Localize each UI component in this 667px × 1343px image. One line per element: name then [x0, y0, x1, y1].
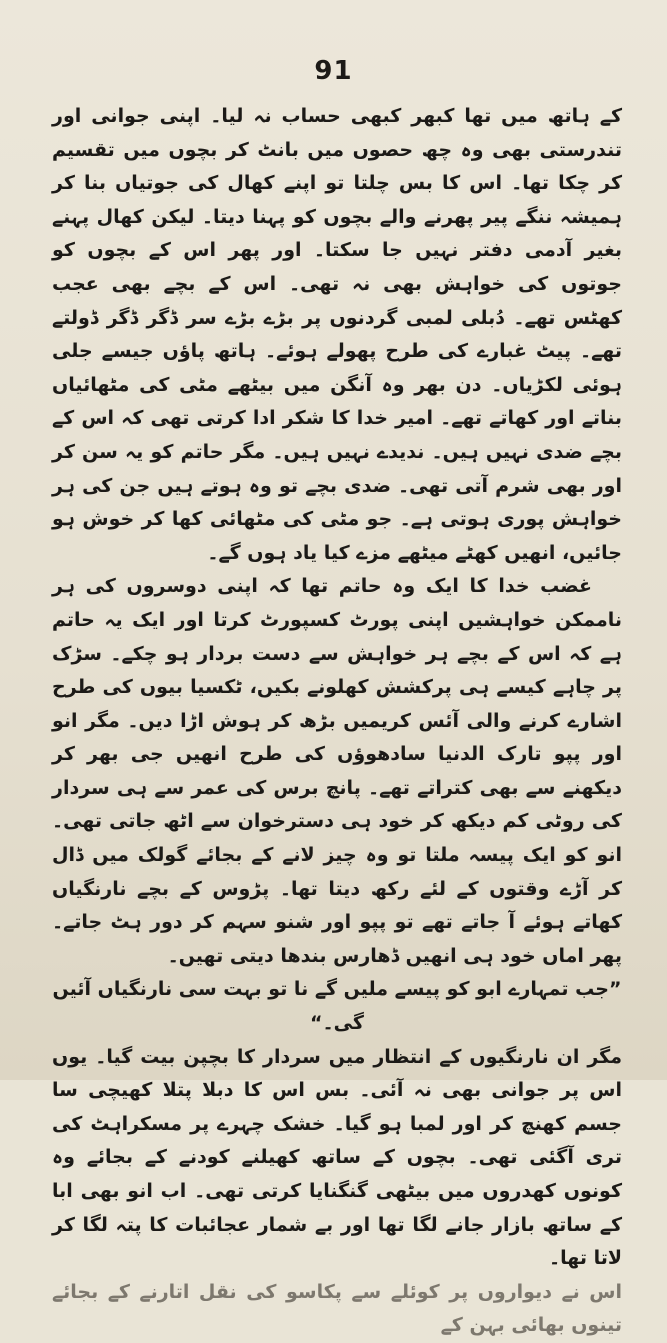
paragraph-1: کے ہاتھ میں تھا کبھر کبھی حساب نہ لیا۔ اپنی جوانی اور تندرستی بھی وہ چھ حصوں میں بانٹ کر بچوں میں تقسیم کر چکا تھا۔ اس کا بس چلتا تو اپنے کھال کی جوتیاں بنا کر ہمیشہ ننگے پیر پھرنے والے بچوں کو پہنا دیتا۔ لیکن کھال پہنے بغیر آدمی دفتر نہیں جا سکتا۔ اور پھر اس کے بچوں کو جوتوں کی خواہش بھی نہ تھی۔ اس کے بچے بھی عجب کھٹس تھے۔ دُبلی لمبی گردنوں پر بڑے بڑے سر ڈگر ڈگر ڈولتے تھے۔ پیٹ غبارے کی طرح پھولے ہوئے۔ ہاتھ پاؤں جیسے جلی ہوئی لکڑیاں۔ دن بھر وہ آنگن میں بیٹھے مٹی کی مٹھائیاں بناتے اور کھاتے تھے۔ امیر خدا کا شکر ادا کرتی تھی کہ اس کے بچے ضدی نہیں ہیں۔ ندیدے نہیں ہیں۔ مگر حاتم کو یہ سن کر اور بھی شرم آتی تھی۔ ضدی بچے تو وہ ہوتے ہیں جن کی ہر خواہش پوری ہوتی ہے۔ جو مٹی کی مٹھائی کھا کر خوش ہو جائیں، انھیں کھٹے میٹھے مزے کیا یاد ہوں گے۔ [52, 105, 622, 564]
quoted-line: ”جب تمہارے ابو کو پیسے ملیں گے نا تو بہت سی نارنگیاں آئیں گی۔“ [52, 978, 622, 1035]
paragraph-2: غضب خدا کا ایک وہ حاتم تھا کہ اپنی دوسروں کی ہر ناممکن خواہشیں اپنی پورٹ کسپورٹ کرتا اور ایک یہ حاتم ہے کہ اس کے بچے ہر خواہش سے دست بردار ہو چکے۔ سڑک پر چاہے کیسے ہی پرکشش کھلونے بکیں، ٹکسیا بیوں کی طرح اشارے کرنے والی آئس کریمیں بڑھ کر ہوش اڑا دیں۔ مگر انو اور پپو تارک الدنیا سادھوؤں کی طرح انھیں جی بھر کر دیکھنے سے بھی کتراتے تھے۔ پانچ برس کی عمر سے ہی سردار کی روٹی کم دیکھ کر خود ہی دسترخوان سے اٹھ جاتی تھی۔ انو کو ایک پیسہ ملتا تو وہ چیز لانے کے بجائے گولک میں ڈال کر آڑے وقتوں کے لئے رکھ دیتا تھا۔ پڑوس کے بچے نارنگیاں کھاتے ہوئے آ جاتے تھے تو پپو اور شنو سہم کر دور ہٹ جاتے۔ پھر اماں خود ہی انھیں ڈھارس بندھا دیتی تھیں۔ [52, 575, 622, 967]
faded-last-line: اس نے دیواروں پر کوئلے سے پکاسو کی نقل اتارنے کے بجائے تینوں بھائی بہن کے [52, 1280, 622, 1337]
paragraph-3: مگر ان نارنگیوں کے انتظار میں سردار کا بچپن بیت گیا۔ یوں اس پر جوانی بھی نہ آئی۔ بس اس کا دبلا پتلا کھیچی سا جسم کھنچ کر اور لمبا ہو گیا۔ خشک چہرے پر مسکراہٹ کی تری آگئی تھی۔ بچوں کے ساتھ کھیلنے کودنے کے بجائے وہ کونوں کھدروں میں بیٹھی گنگنایا کرتی تھی۔ اب انو بھی ابا کے ساتھ بازار جانے لگا تھا اور بے شمار عجائبات کا پتہ لگا کر لاتا تھا۔ [52, 1045, 622, 1270]
page-number: 91 [314, 56, 353, 86]
page-body [52, 100, 622, 1343]
